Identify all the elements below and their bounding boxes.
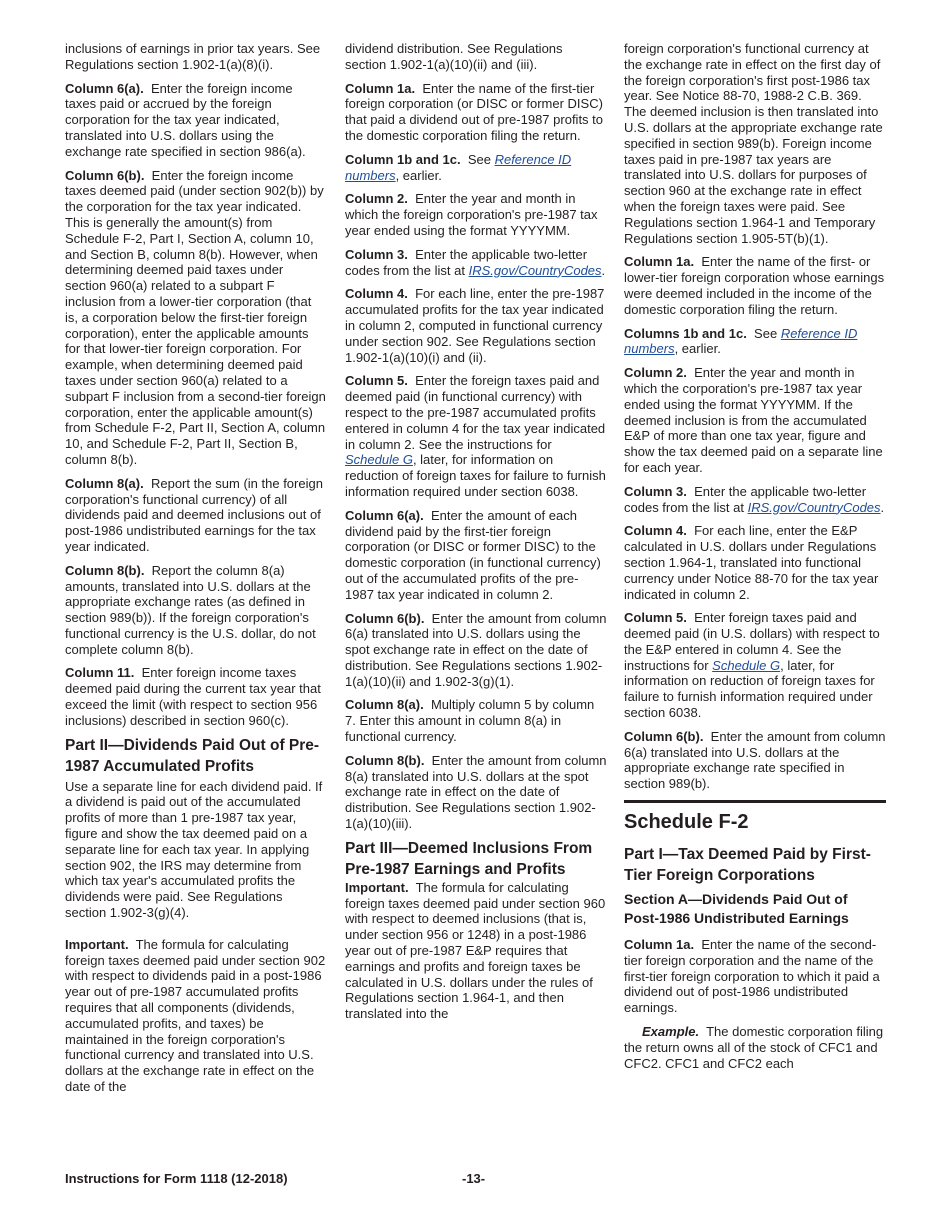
paragraph-column-6a <box>345 508 607 603</box>
term: Column 1a. <box>624 254 695 270</box>
term: Important. <box>65 936 129 952</box>
heading-part-2: Part II—Dividends Paid Out of Pre-1987 Accumulated Profits <box>65 736 320 775</box>
term: Column 6(b). <box>624 728 704 744</box>
term: Column 1a. <box>345 80 416 96</box>
country-codes-link[interactable]: IRS.gov/CountryCodes <box>468 262 602 278</box>
paragraph: dividend distribution. See Regulations section 1.902-1(a)(10)(ii) and (iii). <box>345 41 563 72</box>
paragraph-text: For each line, enter the pre-1987 accumulated profits for the tax year indicated in column 2, computed in functional currency under section 902. See Regulations section 1.902-1(a)(10)(i) and (ii). <box>345 286 605 365</box>
term: Column 1b and 1c. <box>345 151 461 167</box>
paragraph-text: Enter the name of the second-tier foreign corporation and the name of the first-tier foreign corporation to which it paid a dividend out of post-1986 undistributed earnings. <box>624 937 880 1016</box>
paragraph-column-8a <box>345 697 607 744</box>
paragraph-column-2 <box>345 191 607 238</box>
term: Example. <box>642 1024 700 1040</box>
term: Column 8(a). <box>65 475 144 491</box>
paragraph-column-8a <box>65 476 327 555</box>
term: Column 4. <box>624 523 687 539</box>
term: Column 1a. <box>624 937 695 953</box>
country-codes-link[interactable]: IRS.gov/CountryCodes <box>747 499 881 515</box>
term: Column 8(a). <box>345 697 424 713</box>
paragraph-text: The formula for calculating foreign taxes deemed paid under section 960 with respect to deemed inclusions (that is, under section 956 or 1248) in a post-1986 year out of pre-1987 E&P requires that earnings and profits and foreign taxes be calculated in U.S. dollars under the rules of Regulations section 1.964-1, and then translated into the <box>345 879 606 1022</box>
paragraph-text: Enter the amount from column 8(a) translated into U.S. dollars at the spot exchange rate in effect on the date of distribution. See Regulations section 1.902-1(a)(10)(iii). <box>345 752 607 832</box>
paragraph-example <box>624 1024 886 1071</box>
paragraph-text: Enter the applicable two-letter codes from the list at <box>345 246 588 278</box>
paragraph: inclusions of earnings in prior tax years. See Regulations section 1.902-1(a)(8)(i). <box>65 41 321 72</box>
paragraph-column-1a <box>624 937 886 1016</box>
section-divider <box>624 800 886 1071</box>
term: Column 3. <box>345 246 408 262</box>
paragraph-text: See <box>467 151 491 167</box>
paragraph-text: Enter the amount from column 6(a) translated into U.S. dollars at the appropriate exchange rate specified in section 989(b). <box>624 728 886 792</box>
paragraph-important <box>345 880 607 1022</box>
column-middle <box>345 41 607 1030</box>
paragraph-text: Enter foreign income taxes deemed paid during the current tax year that exceed the limit (with respect to section 956 inclusions) described in section 960(c). <box>65 665 321 728</box>
footer-form-title: Instructions for Form 1118 (12-2018) <box>65 1171 288 1186</box>
heading-part-3: Part III—Deemed Inclusions From Pre-1987 Earnings and Profits <box>345 839 593 878</box>
paragraph-important <box>65 937 327 1095</box>
paragraph-text: Report the column 8(a) amounts, translated into U.S. dollars at the appropriate exchange rates (as defined in section 989(b)). If the foreign corporation's functional currency is the U.S. dollar, do not complete column 8(b). <box>65 562 316 657</box>
paragraph-text: The domestic corporation filing the return owns all of the stock of CFC1 and CFC2. CFC1 and CFC2 each <box>624 1024 884 1071</box>
paragraph: Use a separate line for each dividend paid. If a dividend is paid out of the accumulated profits of more than 1 pre-1987 tax year, figure and show the tax deemed paid on a separate line for each tax year. In applying section 902, the IRS may determine from which tax year's accumulated profits the dividends were paid. See Regulations section 1.902-3(g)(4). <box>65 778 323 921</box>
reference-id-link[interactable]: Reference ID numbers <box>345 151 572 183</box>
heading-section-a: Section A—Dividends Paid Out of Post-1986 Undistributed Earnings <box>624 891 849 927</box>
paragraph-column-6a <box>65 81 327 160</box>
paragraph-column-5 <box>624 610 886 721</box>
paragraph-text: Enter the applicable two-letter codes from the list at <box>624 483 867 515</box>
term: Column 8(b). <box>65 562 145 578</box>
term: Column 6(b). <box>65 167 145 183</box>
term: Columns 1b and 1c. <box>624 325 747 341</box>
paragraph-text: , earlier. <box>674 341 721 357</box>
term: Column 2. <box>624 365 687 381</box>
paragraph-column-4 <box>624 523 886 602</box>
paragraph-column-11 <box>65 665 327 728</box>
paragraph-column-8b <box>65 563 327 658</box>
term: Column 4. <box>345 286 408 302</box>
paragraph-text: The formula for calculating foreign taxes deemed paid under section 902 with respect to dividends paid in a post-1986 year out of pre-1987 accumulated profits requires that all components (dividends, accumulated profits, and taxes) be maintained in the foreign corporation's functional currency and translated into U.S. dollars at the exchange rate in effect on the date of the <box>65 936 326 1095</box>
page-number: -13- <box>462 1171 486 1186</box>
paragraph-text: Multiply column 5 by column 7. Enter this amount in column 8(a) in functional currency. <box>345 697 595 745</box>
paragraph-column-8b <box>345 753 607 832</box>
paragraph-column-1a <box>345 81 607 144</box>
term: Important. <box>345 879 409 895</box>
paragraph-column-6b <box>624 729 886 792</box>
paragraph-text: Enter the name of the first-tier foreign corporation (or DISC or former DISC) that paid a dividend out of pre-1987 profits to the domestic corporation filing the return. <box>345 80 604 143</box>
paragraph-column-1b <box>345 152 607 184</box>
term: Column 6(a). <box>345 507 424 523</box>
paragraph-column-6b <box>345 611 607 690</box>
paragraph-column-6b <box>65 168 327 468</box>
paragraph: foreign corporation's functional currency at the exchange rate in effect on the first day of the foreign corporation's first post-1986 tax year. See Notice 88-70, 1988-2 C.B. 369. The deemed inclusion is then translated into U.S. dollars at the appropriate exchange rate specified in section 989(b). Foreign income taxes paid in pre-1987 tax years are translated into U.S. dollars for purposes of section 960 at the exchange rate in effect when the foreign taxes were paid. See Regulations section 1.964-1 and Temporary Regulations section 1.905-5T(b)(1). <box>624 41 883 246</box>
paragraph-text: Enter the year and month in which the corporation's pre-1987 tax year ended using the format YYYYMM. If the deemed inclusion is from the accumulated E&P of more than one tax year, figure and show the tax deemed paid on a separate line for each year. <box>624 365 883 475</box>
schedule-g-link[interactable]: Schedule G <box>712 657 781 673</box>
paragraph-text: , later, for information on reduction of foreign taxes for failure to furnish information required under section 6038. <box>345 452 606 499</box>
heading-schedule-f2: Schedule F-2 <box>624 811 749 834</box>
paragraph-text: , later, for information on reduction of foreign taxes for failure to furnish information required under section 6038. <box>624 657 875 721</box>
paragraph-text: See <box>754 325 778 341</box>
paragraph-text: . <box>880 499 885 515</box>
paragraph-text: Enter the year and month in which the foreign corporation's pre-1987 tax year ended using the format YYYYMM. <box>345 191 598 238</box>
term: Column 6(a). <box>65 80 144 96</box>
paragraph-text: . <box>601 262 606 278</box>
paragraph-column-3 <box>345 247 607 279</box>
paragraph-text: Enter the foreign taxes paid and deemed paid (in functional currency) with respect to the pre-1987 accumulated profits entered in column 4 for the tax year indicated in column 2. See the instructions for <box>345 373 606 452</box>
column-left <box>65 41 327 1103</box>
heading-part-1: Part I—Tax Deemed Paid by First-Tier Foreign Corporations <box>624 846 871 885</box>
paragraph-text: , earlier. <box>395 167 442 183</box>
paragraph-text: Enter the amount from column 6(a) translated into U.S. dollars using the spot exchange rate in effect on the date of distribution. See Regulations sections 1.902-1(a)(10)(ii) and 1.902-3(g)(1). <box>345 610 607 689</box>
term: Column 6(b). <box>345 610 425 626</box>
paragraph-text: Report the sum (in the foreign corporation's functional currency) of all dividends paid and deemed inclusions out of post-1986 undistributed earnings for the tax year indicated. <box>65 475 323 554</box>
paragraph-text: Enter the amount of each dividend paid by the first-tier foreign corporation (or DISC or former DISC) to the domestic corporation (in functional currency) out of the accumulated profits of the pre-1987 tax year indicated in column 2. <box>345 507 601 602</box>
term: Column 2. <box>345 191 408 207</box>
term: Column 8(b). <box>345 752 425 768</box>
paragraph-text: Enter the foreign income taxes deemed paid (under section 902(b)) by the corporation for the tax year indicated. This is generally the amount(s) from Schedule F-2, Part I, Section A, column 10, and Section B, column 8(b). However, when determining deemed paid taxes under section 960(a) related to a subpart F inclusion from a lower-tier corporation (that is, a corporation below the first-tier foreign corporation), enter the applicable amounts for that lower-tier foreign corporation. For example, when determining deemed paid taxes under section 960(a) related to a subpart F inclusion from a second-tier foreign corporation, enter the applicable amount(s) from Schedule F-2, Part II, Section A, column 10, and Schedule F-2, Part II, Section B, column 8(b). <box>65 167 326 467</box>
paragraph-text: Enter foreign taxes paid and deemed paid (in U.S. dollars) with respect to the E&P entered in column 4. See the instructions for <box>624 610 880 673</box>
paragraph-column-4 <box>345 286 607 365</box>
paragraph-column-5 <box>345 373 607 499</box>
reference-id-link[interactable]: Reference ID numbers <box>624 325 858 357</box>
term: Column 11. <box>65 665 135 681</box>
term: Column 3. <box>624 483 687 499</box>
paragraph-column-1a <box>624 254 886 317</box>
paragraph-column-2 <box>624 365 886 476</box>
paragraph-text: For each line, enter the E&P calculated in U.S. dollars under Regulations section 1.964-1, translated into functional currency under Notice 88-70 for the tax year indicated in column 2. <box>624 523 879 602</box>
paragraph-columns-1b-1c <box>624 326 886 358</box>
paragraph-text: Enter the foreign income taxes paid or accrued by the foreign corporation for the tax year indicated, translated into U.S. dollars using the exchange rate specified in section 986(a). <box>65 80 306 159</box>
schedule-g-link[interactable]: Schedule G <box>345 452 413 468</box>
column-right <box>624 41 886 1079</box>
paragraph-text: Enter the name of the first- or lower-tier foreign corporation whose earnings were deemed included in the income of the domestic corporation filing the return. <box>624 254 885 317</box>
term: Column 5. <box>624 610 687 626</box>
paragraph-column-3 <box>624 484 886 516</box>
term: Column 5. <box>345 373 408 389</box>
